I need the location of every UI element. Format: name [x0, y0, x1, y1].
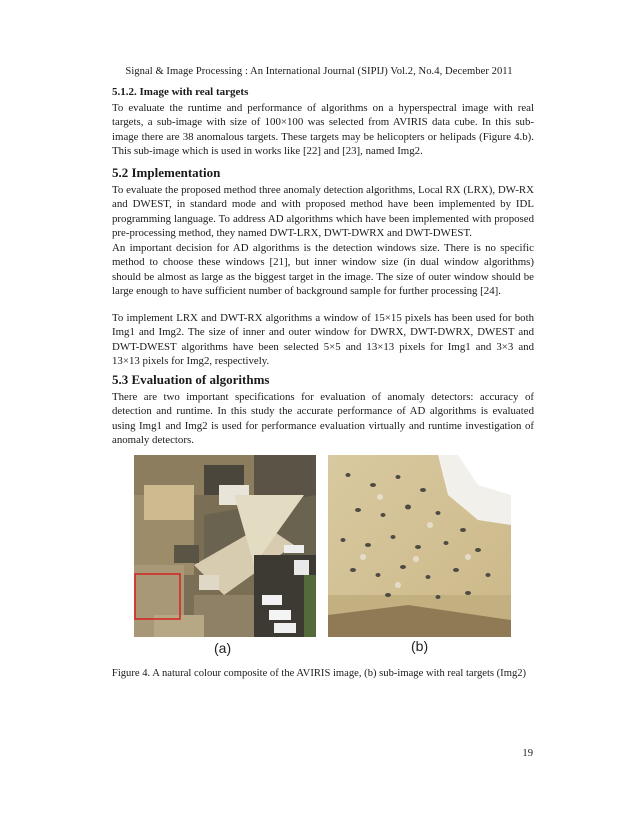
section-heading-5-2: 5.2 Implementation [112, 165, 221, 180]
paragraph-5-3: There are two important specifications for evaluation of anomaly detectors: accuracy of detection and runtime. In this study the accurate performance of AD algorithms is evaluated using Img1 and Img2 is used for performance evaluation virtually and runtime investigation of anomaly detectors. [112, 391, 534, 447]
section-heading-5-1-2: 5.1.2. Image with real targets [112, 86, 249, 98]
figure-4a-aviris-composite [134, 455, 316, 637]
figure-label-b: (b) [411, 638, 429, 654]
paragraph-5-1-2: To evaluate the runtime and performance of algorithms on a hyperspectral image with real targets, a sub-image with size of 100×100 was selected from AVIRIS data cube. In this sub-image there are 38 anomalous targets. These targets may be helicopters or helipads (Figure 4.b). This sub-image which is used in works like [22] and [23], named Img2. [112, 102, 534, 158]
paragraph-5-2-a: To evaluate the proposed method three anomaly detection algorithms, Local RX (LRX), DW-RX and DWEST, in standard mode and with proposed method have been implemented by IDL programming language. To address AD algorithms which have been implemented with proposed pre-processing method, they named DWT-LRX, DWT-DWRX and DWT-DWEST. [112, 184, 534, 240]
figure-4b-target-subimage [328, 455, 511, 637]
paragraph-5-2-b: An important decision for AD algorithms is the detection windows size. There is no specific method to choose these windows [21], but inner window size (in dual window algorithms) should be almost as large as the biggest target in the image. The size of outer window should be large enough to have sufficient number of background sample for further processing [24]. [112, 242, 534, 298]
section-heading-5-3: 5.3 Evaluation of algorithms [112, 372, 270, 387]
paragraph-5-2-c: To implement LRX and DWT-RX algorithms a window of 15×15 pixels has been used for both Img1 and Img2. The size of inner and outer window for DWRX, DWT-DWRX, DWEST and DWT-DWEST algorithms have been selected 5×5 and 13×13 pixels for Img1 and 3×3 and 13×13 pixels for Img2, respectively. [112, 312, 534, 368]
page-number: 19 [522, 748, 533, 759]
running-header: Signal & Image Processing : An International Journal (SIPIJ) Vol.2, No.4, December 2011 [125, 66, 513, 77]
figure-label-a: (a) [214, 640, 232, 656]
figure-caption: Figure 4. A natural colour composite of the AVIRIS image, (b) sub-image with real targets (Img2) [111, 668, 527, 679]
